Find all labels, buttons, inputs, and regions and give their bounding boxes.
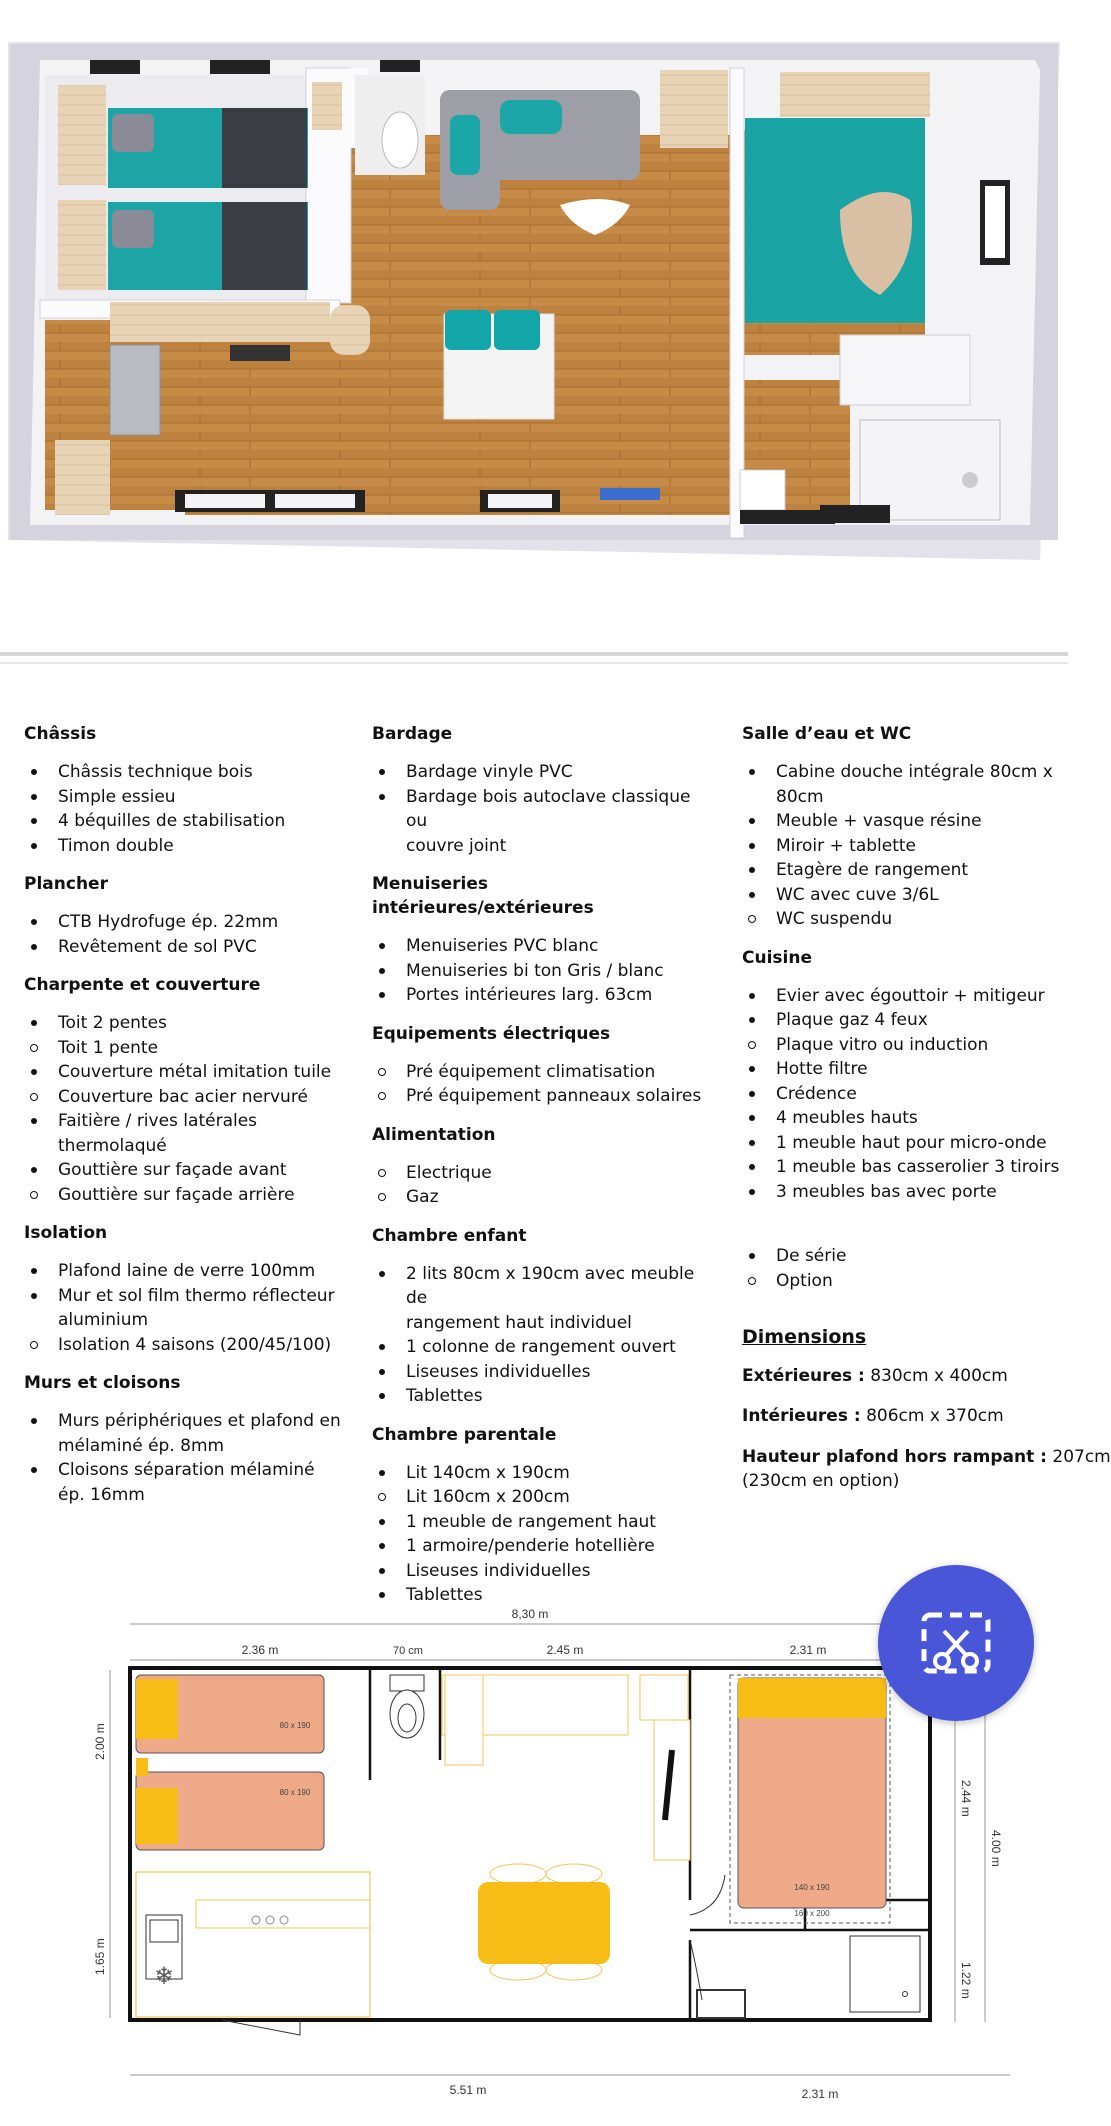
list-item: Isolation 4 saisons (200/45/100) <box>24 1333 344 1358</box>
list-item: WC suspendu <box>742 907 1068 932</box>
section-title: Chambre parentale <box>372 1424 557 1445</box>
dim-total-width: 8,30 m <box>511 1607 549 1621</box>
list-item: Liseuses individuelles <box>372 1360 712 1385</box>
list-item: Liseuses individuelles <box>372 1559 712 1584</box>
list-item: Murs périphériques et plafond en mélaminé ép. 8mm <box>24 1409 344 1458</box>
list-item: Lit 140cm x 190cm <box>372 1461 712 1486</box>
list-item: Pré équipement climatisation <box>372 1060 712 1085</box>
list-item: Hotte filtre <box>742 1057 1068 1082</box>
list-item: Toit 2 pentes <box>24 1011 344 1036</box>
list-item: 4 béquilles de stabilisation <box>24 809 344 834</box>
spec-column-1 <box>24 722 344 1507</box>
list-item: Plaque vitro ou induction <box>742 1033 1068 1058</box>
section-title: Bardage <box>372 724 453 744</box>
list-item: Tablettes <box>372 1583 712 1608</box>
list-item: Meuble + vasque résine <box>742 809 1068 834</box>
list-item: Faitière / rives latérales thermolaqué <box>24 1109 344 1158</box>
list-item: Cabine douche intégrale 80cm x 80cm <box>742 760 1068 809</box>
dim-left-bottom: 1.65 m <box>93 1938 107 1975</box>
section-title: Charpente et couverture <box>24 975 261 995</box>
dim-right-top: 2.44 m <box>959 1780 973 1817</box>
list-item: Mur et sol film thermo réflecteur aluminium <box>24 1284 344 1333</box>
bed-parent-size: 140 x 190 <box>794 1883 830 1892</box>
list-item: Portes intérieures larg. 63cm <box>372 983 712 1008</box>
list-item: Couverture métal imitation tuile <box>24 1060 344 1085</box>
section-title: Plancher <box>24 874 108 894</box>
list-item: Electrique <box>372 1161 712 1186</box>
list-item: Lit 160cm x 200cm <box>372 1485 712 1510</box>
list-item: 1 colonne de rangement ouvert <box>372 1335 712 1360</box>
dim-interieures: Intérieures : 806cm x 370cm <box>742 1406 1004 1426</box>
list-item: Gaz <box>372 1185 712 1210</box>
bed2-size: 80 x 190 <box>279 1788 311 1797</box>
list-item: 4 meubles hauts <box>742 1106 1068 1131</box>
dimensions-title: Dimensions <box>742 1326 867 1348</box>
dim-seg3: 2.45 m <box>546 1643 584 1657</box>
dim-exterieures: Extérieures : 830cm x 400cm <box>742 1365 1008 1386</box>
list-item: WC avec cuve 3/6L <box>742 883 1068 908</box>
list-item: 3 meubles bas avec porte <box>742 1180 1068 1205</box>
dim-left-top: 2.00 m <box>93 1723 107 1760</box>
scissors-capture-button[interactable] <box>878 1565 1034 1721</box>
list-item: Evier avec égouttoir + mitigeur <box>742 984 1068 1009</box>
floorplan-render <box>0 0 1068 560</box>
list-item: Châssis technique bois <box>24 760 344 785</box>
list-item: Bardage bois autoclave classique ou couvre joint <box>372 785 712 859</box>
svg-text:❄: ❄ <box>153 1963 175 1990</box>
dim-bottom-right: 2.31 m <box>801 2087 839 2101</box>
dim-bottom-left: 5.51 m <box>449 2083 487 2097</box>
scissors-icon <box>878 1565 1034 1721</box>
section-title: Menuiseries intérieures/extérieures <box>372 874 594 918</box>
dim-right-bottom: 1.22 m <box>959 1962 973 1999</box>
list-item: 1 meuble bas casserolier 3 tiroirs <box>742 1155 1068 1180</box>
legend-item: De série <box>742 1244 1068 1269</box>
list-item: Plafond laine de verre 100mm <box>24 1259 344 1284</box>
list-item: Miroir + tablette <box>742 834 1068 859</box>
list-item: Revêtement de sol PVC <box>24 935 344 960</box>
list-item: 1 meuble haut pour micro-onde <box>742 1131 1068 1156</box>
bed1-size: 80 x 190 <box>279 1721 311 1730</box>
spec-column-3 <box>742 722 1111 1494</box>
spec-column-2 <box>372 722 712 1608</box>
list-item: Tablettes <box>372 1384 712 1409</box>
list-item: CTB Hydrofuge ép. 22mm <box>24 910 344 935</box>
dim-seg2: 70 cm <box>393 1645 423 1657</box>
list-item: Gouttière sur façade avant <box>24 1158 344 1183</box>
dim-hauteur: Hauteur plafond hors rampant : 207cm <box>742 1446 1111 1467</box>
list-item: Pré équipement panneaux solaires <box>372 1084 712 1109</box>
bed-parent-option: 160 x 200 <box>794 1909 830 1918</box>
list-item: Bardage vinyle PVC <box>372 760 712 785</box>
legend-item: Option <box>742 1269 1068 1294</box>
section-title: Chambre enfant <box>372 1225 527 1246</box>
section-title: Murs et cloisons <box>24 1373 181 1393</box>
dim-seg1: 2.36 m <box>241 1643 279 1657</box>
list-item: 1 armoire/penderie hotellière <box>372 1534 712 1559</box>
list-item: Etagère de rangement <box>742 858 1068 883</box>
list-item: Simple essieu <box>24 785 344 810</box>
dim-seg4: 2.31 m <box>789 1643 827 1657</box>
legend <box>742 1244 1068 1293</box>
list-item: Couverture bac acier nervuré <box>24 1085 344 1110</box>
section-title: Equipements électriques <box>372 1023 611 1044</box>
separator-line <box>0 662 1068 664</box>
list-item: Toit 1 pente <box>24 1036 344 1061</box>
list-item: 1 meuble de rangement haut <box>372 1510 712 1535</box>
section-title: Isolation <box>24 1223 108 1243</box>
list-item: Gouttière sur façade arrière <box>24 1183 344 1208</box>
separator-line <box>0 652 1068 656</box>
section-title: Alimentation <box>372 1124 496 1145</box>
list-item: Plaque gaz 4 feux <box>742 1008 1068 1033</box>
section-title: Salle d’eau et WC <box>742 724 912 744</box>
list-item: Cloisons séparation mélaminé ép. 16mm <box>24 1458 344 1507</box>
list-item: Menuiseries PVC blanc <box>372 934 712 959</box>
section-title: Châssis <box>24 724 97 744</box>
dim-hauteur-option: (230cm en option) <box>742 1471 900 1491</box>
list-item: Crédence <box>742 1082 1068 1107</box>
list-item: Timon double <box>24 834 344 859</box>
list-item: 2 lits 80cm x 190cm avec meuble de rangement haut individuel <box>372 1262 712 1336</box>
list-item: Menuiseries bi ton Gris / blanc <box>372 959 712 984</box>
section-title: Cuisine <box>742 947 812 968</box>
dim-right-total: 4.00 m <box>989 1830 1003 1867</box>
